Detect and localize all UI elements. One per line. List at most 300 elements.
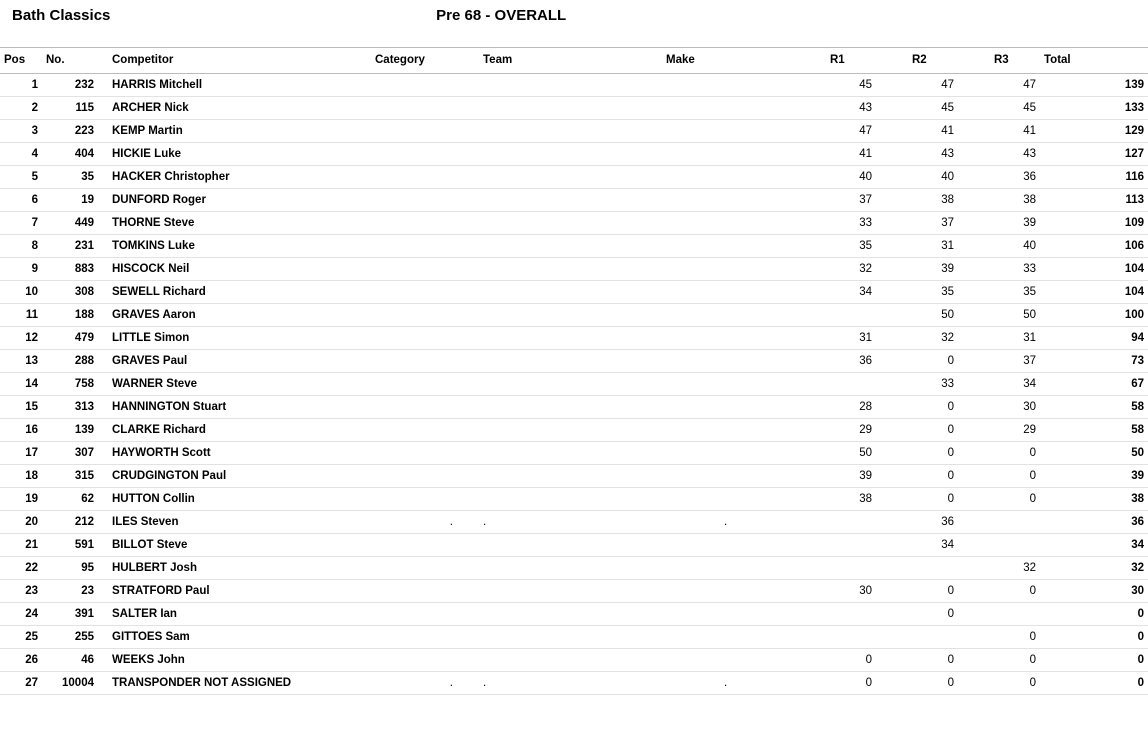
cell-make [720,97,826,120]
cell-pos: 1 [0,74,42,97]
cell-make-spacer [662,74,720,97]
cell-r1 [826,304,876,327]
cell-category [371,442,457,465]
cell-make [720,281,826,304]
cell-r1: 0 [826,649,876,672]
cell-team-spacer [457,672,479,695]
event-name: Bath Classics [12,6,111,24]
results-table [0,47,1148,695]
table-row [0,373,1148,396]
cell-make: . [720,511,826,534]
cell-r2: 33 [908,373,958,396]
cell-pos: 23 [0,580,42,603]
table-row [0,465,1148,488]
cell-r3: 43 [990,143,1040,166]
cell-pos: 14 [0,373,42,396]
cell-team-spacer [457,258,479,281]
cell-r1: 34 [826,281,876,304]
cell-competitor: CRUDGINGTON Paul [98,465,371,488]
table-row [0,603,1148,626]
cell-r1: 47 [826,120,876,143]
cell-team [479,396,662,419]
table-row [0,419,1148,442]
cell-r2: 35 [908,281,958,304]
cell-team [479,350,662,373]
cell-team-spacer [457,488,479,511]
cell-competitor: CLARKE Richard [98,419,371,442]
column-header-team-spacer [457,48,479,74]
cell-r1-spacer [876,626,908,649]
cell-total: 133 [1040,97,1148,120]
column-header-r2: R2 [908,48,958,74]
cell-no: 479 [42,327,98,350]
cell-total: 127 [1040,143,1148,166]
cell-r2-spacer [958,465,990,488]
cell-r1-spacer [876,166,908,189]
cell-total: 139 [1040,74,1148,97]
cell-make [720,488,826,511]
cell-team [479,373,662,396]
cell-r1 [826,534,876,557]
cell-r2-spacer [958,304,990,327]
cell-r2: 0 [908,580,958,603]
cell-r2-spacer [958,672,990,695]
cell-team-spacer [457,212,479,235]
cell-competitor: HAYWORTH Scott [98,442,371,465]
cell-r1: 35 [826,235,876,258]
cell-r1-spacer [876,534,908,557]
cell-r1 [826,557,876,580]
cell-category [371,465,457,488]
cell-team-spacer [457,626,479,649]
cell-no: 19 [42,189,98,212]
cell-competitor: WARNER Steve [98,373,371,396]
cell-competitor: LITTLE Simon [98,327,371,350]
cell-no: 591 [42,534,98,557]
cell-category: . [371,511,457,534]
cell-make: . [720,672,826,695]
cell-r1-spacer [876,465,908,488]
cell-team-spacer [457,350,479,373]
cell-category [371,350,457,373]
cell-r1-spacer [876,143,908,166]
cell-no: 223 [42,120,98,143]
cell-make [720,626,826,649]
cell-r3: 38 [990,189,1040,212]
cell-make-spacer [662,120,720,143]
table-row [0,327,1148,350]
cell-r3: 34 [990,373,1040,396]
cell-r3: 37 [990,350,1040,373]
cell-r3: 36 [990,166,1040,189]
cell-team [479,120,662,143]
cell-make [720,465,826,488]
table-body [0,74,1148,695]
cell-make-spacer [662,281,720,304]
cell-make [720,557,826,580]
cell-pos: 11 [0,304,42,327]
cell-r1-spacer [876,649,908,672]
cell-r1: 39 [826,465,876,488]
cell-r1 [826,626,876,649]
table-row [0,557,1148,580]
cell-r1: 36 [826,350,876,373]
cell-r2 [908,626,958,649]
cell-r2: 41 [908,120,958,143]
cell-r2: 0 [908,350,958,373]
cell-r3: 40 [990,235,1040,258]
cell-make-spacer [662,97,720,120]
cell-r1: 40 [826,166,876,189]
cell-competitor: WEEKS John [98,649,371,672]
cell-no: 23 [42,580,98,603]
cell-category [371,189,457,212]
cell-pos: 6 [0,189,42,212]
cell-r2: 0 [908,442,958,465]
cell-category [371,74,457,97]
cell-make-spacer [662,235,720,258]
cell-r1-spacer [876,373,908,396]
cell-no: 46 [42,649,98,672]
cell-category [371,580,457,603]
cell-competitor: TOMKINS Luke [98,235,371,258]
column-header-no: No. [42,48,98,74]
cell-r1: 38 [826,488,876,511]
cell-r2-spacer [958,626,990,649]
cell-r3: 30 [990,396,1040,419]
cell-r2 [908,557,958,580]
cell-r1 [826,603,876,626]
cell-no: 231 [42,235,98,258]
cell-pos: 20 [0,511,42,534]
cell-team [479,327,662,350]
table-row [0,396,1148,419]
cell-make [720,189,826,212]
cell-team [479,626,662,649]
table-row [0,304,1148,327]
cell-r2: 0 [908,672,958,695]
cell-r2: 40 [908,166,958,189]
cell-r3: 0 [990,442,1040,465]
column-header-team: Team [479,48,662,74]
cell-category [371,97,457,120]
cell-team [479,488,662,511]
cell-total: 0 [1040,603,1148,626]
cell-competitor: HISCOCK Neil [98,258,371,281]
cell-make [720,74,826,97]
cell-make-spacer [662,465,720,488]
cell-make [720,419,826,442]
cell-r1 [826,373,876,396]
cell-team: . [479,672,662,695]
cell-competitor: BILLOT Steve [98,534,371,557]
cell-make-spacer [662,189,720,212]
cell-r3 [990,534,1040,557]
cell-r2-spacer [958,534,990,557]
cell-pos: 22 [0,557,42,580]
cell-r2-spacer [958,74,990,97]
cell-make-spacer [662,258,720,281]
cell-pos: 9 [0,258,42,281]
cell-r2-spacer [958,649,990,672]
cell-pos: 3 [0,120,42,143]
cell-no: 139 [42,419,98,442]
cell-r1: 29 [826,419,876,442]
cell-make-spacer [662,580,720,603]
cell-r1-spacer [876,97,908,120]
cell-team [479,603,662,626]
cell-category [371,281,457,304]
cell-r1-spacer [876,511,908,534]
cell-total: 36 [1040,511,1148,534]
cell-team [479,97,662,120]
cell-make [720,350,826,373]
cell-r1: 30 [826,580,876,603]
table-row [0,626,1148,649]
cell-r3 [990,511,1040,534]
table-header [0,48,1148,74]
cell-r2-spacer [958,511,990,534]
cell-r1: 33 [826,212,876,235]
cell-team-spacer [457,465,479,488]
cell-competitor: GRAVES Aaron [98,304,371,327]
cell-r1-spacer [876,396,908,419]
cell-r1-spacer [876,327,908,350]
cell-r2: 31 [908,235,958,258]
column-header-make-spacer [720,48,826,74]
cell-total: 58 [1040,419,1148,442]
cell-total: 104 [1040,281,1148,304]
cell-r2: 36 [908,511,958,534]
cell-make-spacer [662,511,720,534]
cell-pos: 27 [0,672,42,695]
cell-no: 449 [42,212,98,235]
cell-team-spacer [457,511,479,534]
column-header-category: Category [371,48,457,74]
cell-r2: 47 [908,74,958,97]
cell-pos: 21 [0,534,42,557]
cell-team-spacer [457,327,479,350]
cell-team [479,258,662,281]
cell-r1-spacer [876,258,908,281]
cell-r1-spacer [876,442,908,465]
cell-r2: 0 [908,419,958,442]
cell-r2-spacer [958,258,990,281]
table-row [0,350,1148,373]
cell-category [371,212,457,235]
cell-r3: 0 [990,465,1040,488]
cell-total: 39 [1040,465,1148,488]
cell-pos: 4 [0,143,42,166]
cell-make-spacer [662,419,720,442]
cell-competitor: HACKER Christopher [98,166,371,189]
cell-team [479,189,662,212]
cell-no: 315 [42,465,98,488]
cell-pos: 16 [0,419,42,442]
cell-competitor: HULBERT Josh [98,557,371,580]
cell-make-spacer [662,166,720,189]
column-header-r1-spacer [876,48,908,74]
cell-make-spacer [662,672,720,695]
cell-no: 35 [42,166,98,189]
cell-team-spacer [457,166,479,189]
cell-r3: 0 [990,580,1040,603]
cell-r1: 50 [826,442,876,465]
cell-team [479,304,662,327]
cell-make [720,166,826,189]
table-row [0,166,1148,189]
cell-competitor: HUTTON Collin [98,488,371,511]
cell-team-spacer [457,557,479,580]
cell-r2-spacer [958,350,990,373]
cell-total: 0 [1040,626,1148,649]
column-header-pos: Pos [0,48,42,74]
cell-make [720,442,826,465]
cell-team-spacer [457,649,479,672]
table-row [0,534,1148,557]
cell-team-spacer [457,97,479,120]
cell-r1: 37 [826,189,876,212]
cell-r2: 39 [908,258,958,281]
cell-team [479,442,662,465]
cell-r2: 38 [908,189,958,212]
cell-team [479,143,662,166]
cell-no: 883 [42,258,98,281]
cell-no: 95 [42,557,98,580]
cell-no: 391 [42,603,98,626]
table-row [0,442,1148,465]
cell-team-spacer [457,373,479,396]
cell-r2: 0 [908,649,958,672]
table-row [0,649,1148,672]
cell-category [371,143,457,166]
cell-team: . [479,511,662,534]
cell-total: 73 [1040,350,1148,373]
cell-total: 34 [1040,534,1148,557]
cell-r2: 50 [908,304,958,327]
cell-team [479,649,662,672]
cell-r2: 0 [908,603,958,626]
cell-r1: 45 [826,74,876,97]
cell-make-spacer [662,603,720,626]
cell-total: 0 [1040,672,1148,695]
cell-r1-spacer [876,419,908,442]
cell-no: 288 [42,350,98,373]
cell-make-spacer [662,557,720,580]
cell-total: 0 [1040,649,1148,672]
table-row [0,281,1148,304]
cell-pos: 18 [0,465,42,488]
cell-pos: 12 [0,327,42,350]
cell-total: 129 [1040,120,1148,143]
cell-r3: 0 [990,672,1040,695]
cell-total: 104 [1040,258,1148,281]
cell-pos: 26 [0,649,42,672]
cell-r1-spacer [876,304,908,327]
cell-team [479,166,662,189]
cell-make [720,212,826,235]
cell-team-spacer [457,580,479,603]
cell-no: 404 [42,143,98,166]
cell-team-spacer [457,603,479,626]
cell-r3: 45 [990,97,1040,120]
table-row [0,212,1148,235]
cell-category [371,557,457,580]
cell-make [720,258,826,281]
cell-competitor: SALTER Ian [98,603,371,626]
cell-make-spacer [662,626,720,649]
cell-competitor: HARRIS Mitchell [98,74,371,97]
cell-r1-spacer [876,350,908,373]
cell-make-spacer [662,350,720,373]
cell-competitor: GITTOES Sam [98,626,371,649]
cell-r3: 0 [990,626,1040,649]
cell-total: 109 [1040,212,1148,235]
cell-team [479,534,662,557]
cell-pos: 5 [0,166,42,189]
cell-team [479,281,662,304]
cell-category [371,603,457,626]
cell-no: 115 [42,97,98,120]
cell-r3: 35 [990,281,1040,304]
table-row [0,235,1148,258]
cell-pos: 8 [0,235,42,258]
cell-r2-spacer [958,603,990,626]
cell-make-spacer [662,212,720,235]
cell-competitor: HICKIE Luke [98,143,371,166]
cell-r2: 45 [908,97,958,120]
cell-r3: 31 [990,327,1040,350]
cell-no: 188 [42,304,98,327]
table-row [0,258,1148,281]
cell-r1-spacer [876,212,908,235]
cell-team-spacer [457,281,479,304]
cell-category [371,235,457,258]
cell-team-spacer [457,143,479,166]
cell-r1-spacer [876,189,908,212]
cell-r2-spacer [958,120,990,143]
cell-total: 32 [1040,557,1148,580]
cell-category [371,327,457,350]
cell-category [371,534,457,557]
cell-competitor: DUNFORD Roger [98,189,371,212]
cell-category [371,258,457,281]
cell-r2-spacer [958,235,990,258]
cell-r3: 0 [990,488,1040,511]
cell-pos: 15 [0,396,42,419]
cell-team-spacer [457,396,479,419]
cell-r2: 32 [908,327,958,350]
cell-category: . [371,672,457,695]
cell-competitor: ILES Steven [98,511,371,534]
cell-pos: 10 [0,281,42,304]
cell-total: 38 [1040,488,1148,511]
cell-category [371,304,457,327]
cell-team [479,212,662,235]
cell-competitor: THORNE Steve [98,212,371,235]
cell-total: 113 [1040,189,1148,212]
cell-r1: 31 [826,327,876,350]
cell-r2-spacer [958,488,990,511]
column-header-r2-spacer [958,48,990,74]
cell-make [720,235,826,258]
cell-r1-spacer [876,672,908,695]
cell-r2: 37 [908,212,958,235]
column-header-competitor: Competitor [98,48,371,74]
cell-team [479,580,662,603]
cell-pos: 19 [0,488,42,511]
table-row [0,511,1148,534]
